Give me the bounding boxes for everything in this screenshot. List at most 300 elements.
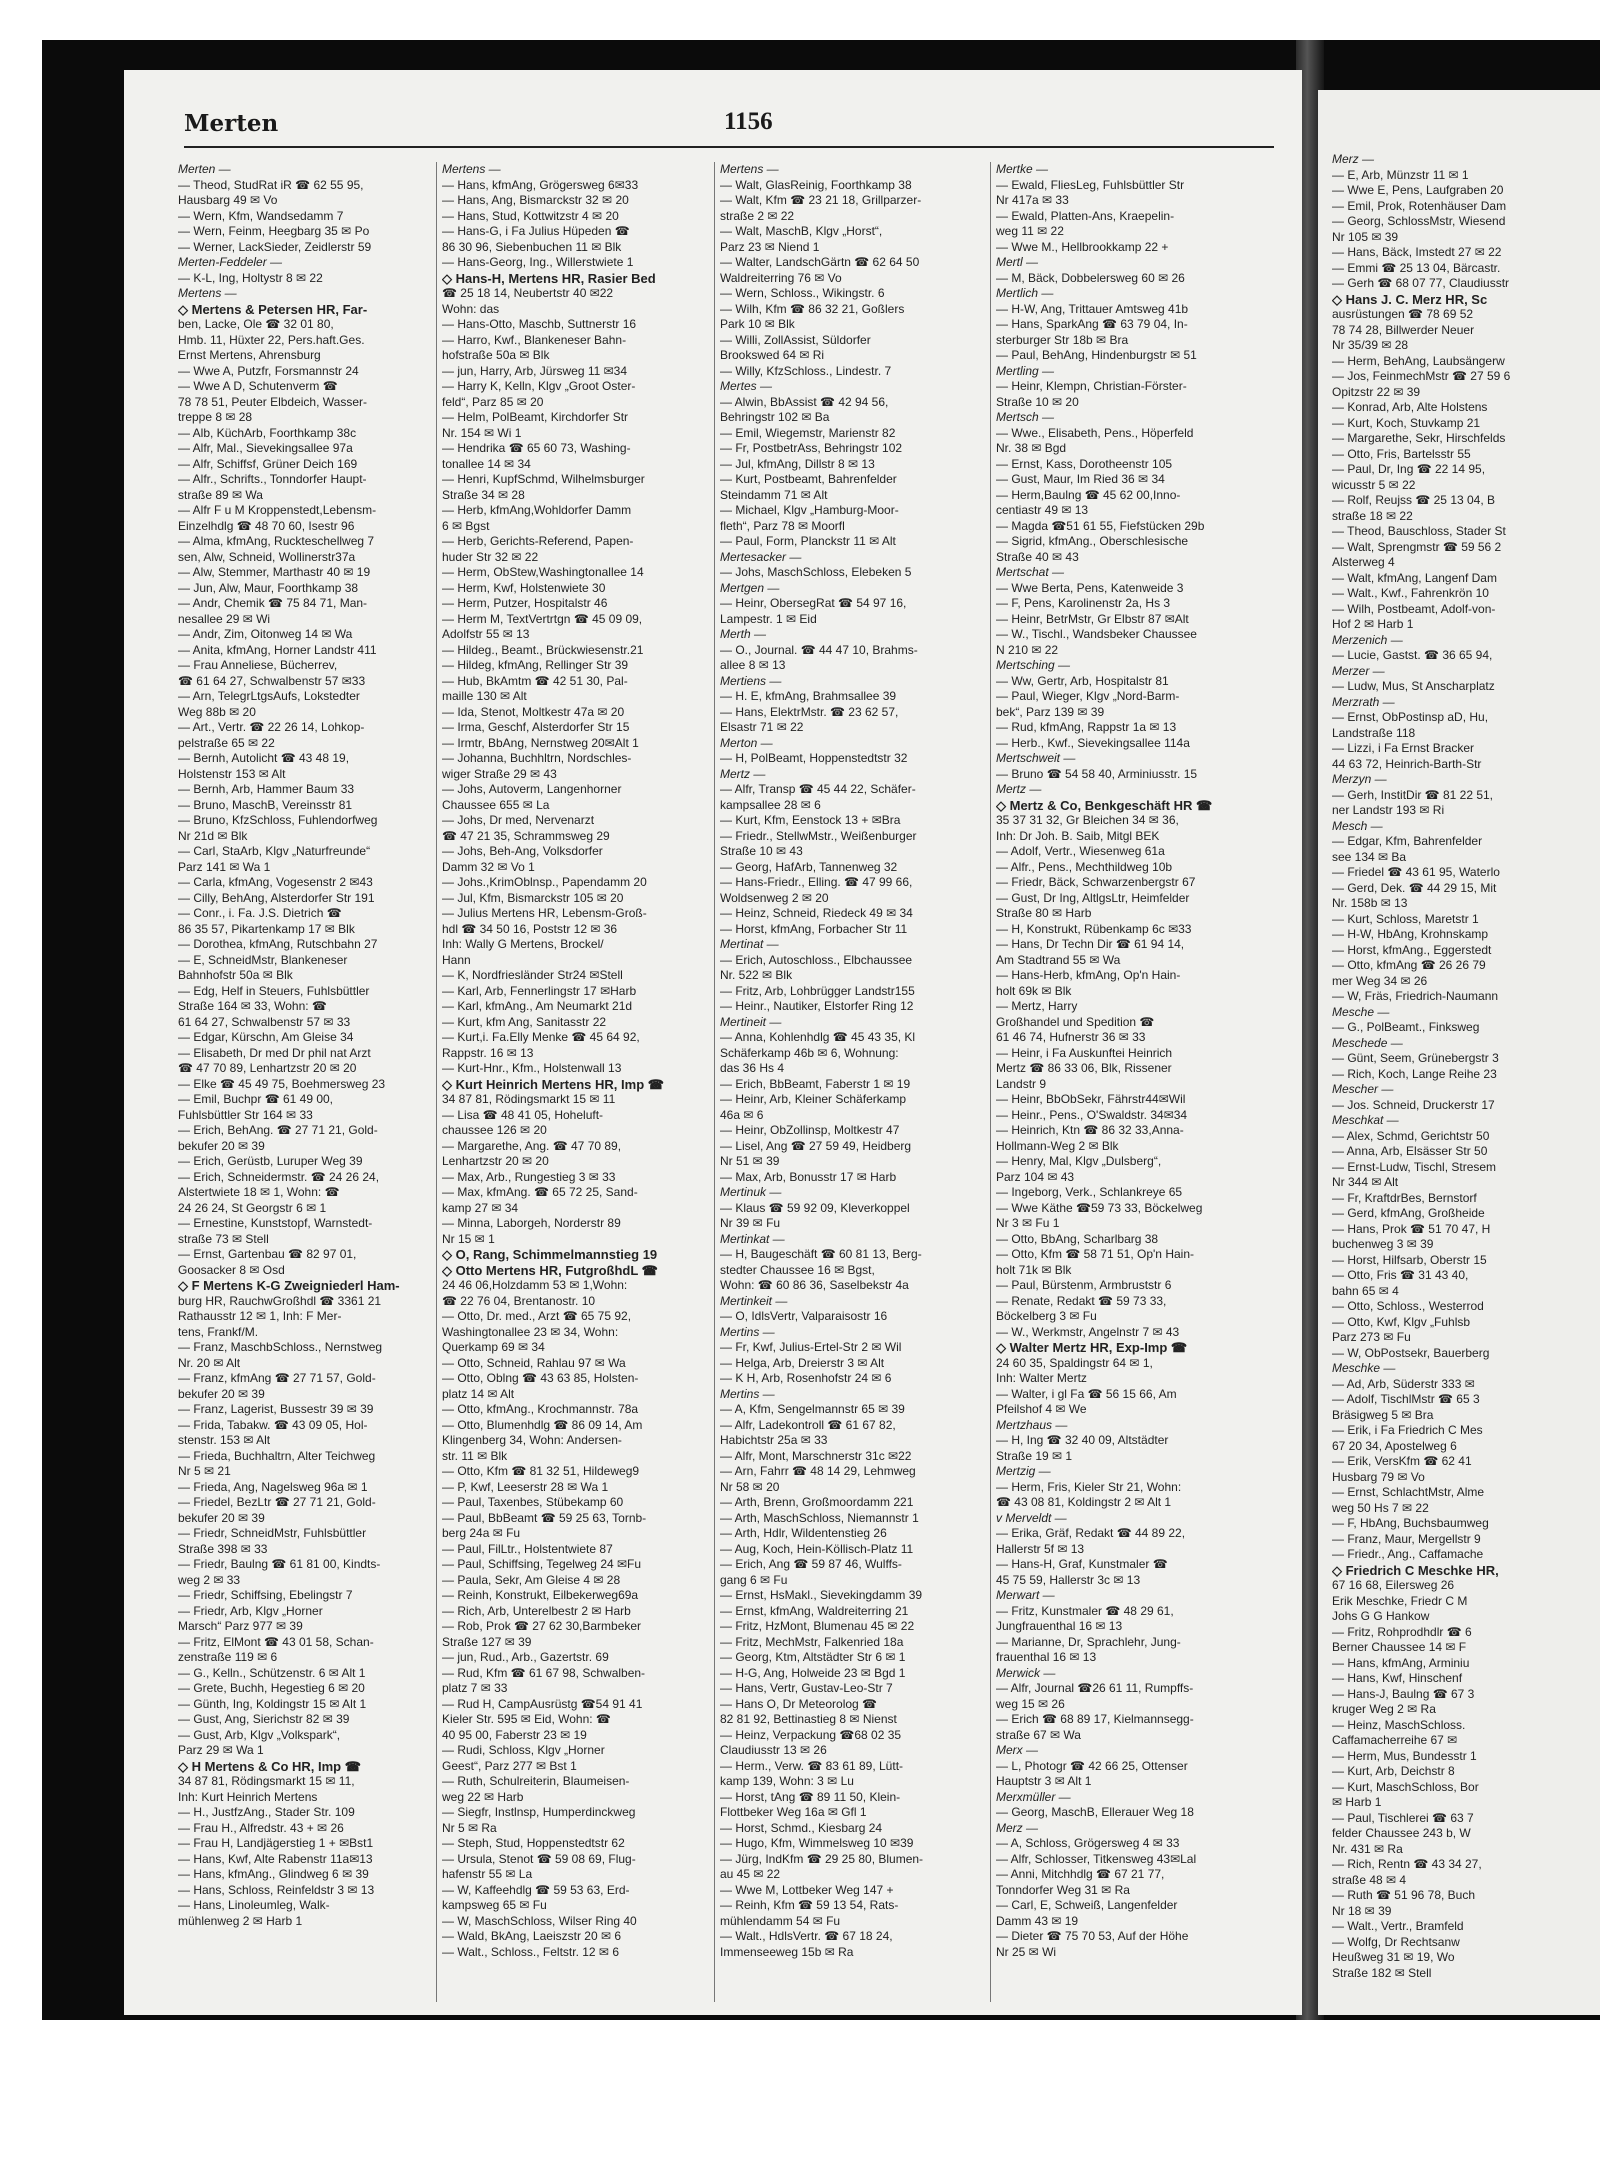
directory-entry: — Hans, Prok ☎ 51 70 47, H [1332,1221,1491,1236]
directory-entry: Damm 32 ✉ Vo 1 [442,859,535,874]
directory-entry: — Ernst, ObPostinsp aD, Hu, [1332,710,1489,724]
directory-entry: — Friedr, Arb, Klgv „Horner [178,1603,323,1618]
directory-entry: — E, SchneidMstr, Blankeneser [178,952,348,967]
directory-entry: — Frieda, Buchhaltrn, Alter Teichweg [178,1448,376,1463]
directory-entry: — Wwe Berta, Pens, Katenweide 3 [996,580,1184,595]
directory-entry: — Kurt, Schloss, Maretstr 1 [1332,911,1479,926]
directory-entry: see 134 ✉ Ba [1332,849,1407,864]
directory-entry: weg 2 ✉ 33 [178,1572,241,1587]
directory-entry: — Heinz, Verpackung ☎68 02 35 [720,1727,902,1742]
directory-entry: — Jul, Kfm, Bismarckstr 105 ✉ 20 [442,890,624,905]
directory-entry: — Franz, Lagerist, Bussestr 39 ✉ 39 [178,1402,374,1416]
directory-entry: — Ernst, Kass, Dorotheenstr 105 [996,456,1173,471]
directory-entry: 61 46 74, Hufnerstr 36 ✉ 33 [996,1030,1146,1044]
directory-entry: — Alfr, Mont, Marschnerstr 31c ✉22 [720,1448,912,1463]
directory-entry: — Friedr, SchneidMstr, Fuhlsbüttler [178,1526,367,1540]
directory-entry: Alstertwiete 18 ✉ 1, Wohn: ☎ [178,1185,340,1199]
directory-entry: 67 20 34, Apostelweg 6 [1332,1438,1457,1453]
directory-entry: Weg 88b ✉ 20 [178,704,256,719]
directory-entry: — Hans, Bäck, Imstedt 27 ✉ 22 [1332,245,1502,259]
directory-entry: 82 81 92, Bettinastieg 8 ✉ Nienst [720,1712,897,1726]
directory-entry: — K-L, Ing, Holtystr 8 ✉ 22 [178,270,323,285]
directory-entry: Bahnhofstr 50a ✉ Blk [178,968,293,982]
directory-entry: — Hans, Kwf, Alte Rabenstr 11a✉13 [178,1851,373,1866]
directory-entry: Straße 127 ✉ 39 [442,1634,532,1649]
directory-entry: Mertes — [720,379,773,393]
directory-entry: — Paul, Schiffsing, Tegelweg 24 ✉Fu [442,1557,642,1571]
directory-entry: ner Landstr 193 ✉ Ri [1332,803,1445,817]
directory-entry: Nr 18 ✉ 39 [1332,1903,1392,1918]
directory-entry: — Lisa ☎ 48 41 05, Hoheluft- [442,1107,604,1122]
directory-entry: — Otto, Schneid, Rahlau 97 ✉ Wa [442,1355,626,1370]
directory-entry: — Julius Mertens HR, Lebensm-Groß- [442,906,647,920]
directory-entry: das 36 Hs 4 [720,1061,785,1075]
directory-entry: — Ludw, Mus, St Anscharplatz [1332,679,1495,693]
directory-entry: — Siegfr, Instlnsp, Humperdinckweg [442,1805,636,1819]
directory-entry: Hollmann-Weg 2 ✉ Blk [996,1138,1119,1153]
directory-entry: ◇ Hans J. C. Merz HR, Sc [1332,291,1488,307]
directory-entry: 86 35 57, Pikartenkamp 17 ✉ Blk [178,921,355,936]
directory-entry: bekufer 20 ✉ 39 [178,1138,265,1153]
directory-entry: — Herb., Kwf., Sievekingsallee 114a [996,735,1190,750]
directory-entry: — Heinr, ObZollinsp, Moltkestr 47 [720,1123,900,1137]
directory-entry: — Otto, Blumenhdlg ☎ 86 09 14, Am [442,1417,643,1432]
directory-entry: kampsweg 65 ✉ Fu [442,1898,547,1912]
directory-entry: — O, IdlsVertr, Valparaisostr 16 [720,1309,888,1323]
directory-entry: Nr 58 ✉ 20 [720,1479,780,1494]
directory-entry: Landstraße 118 [1332,725,1416,740]
directory-entry: — Bruno, KfzSchloss, Fuhlendorfweg [178,813,378,827]
directory-entry: — Walt., Vertr., Bramfeld [1332,1919,1464,1933]
directory-entry: 45 75 59, Hallerstr 3c ✉ 13 [996,1572,1141,1587]
directory-entry: — Johs, Dr med, Nervenarzt [442,813,595,827]
directory-entry: Johs G G Hankow [1332,1609,1430,1623]
directory-entry: — Horst, kfmAng., Eggerstedt [1332,942,1492,957]
directory-entry: — Ernst-Ludw, Tischl, Stresem [1332,1159,1497,1174]
directory-entry: — Irma, Geschf, Alsterdorfer Str 15 [442,720,630,734]
directory-entry: — M, Bäck, Dobbelersweg 60 ✉ 26 [996,270,1185,285]
directory-entry: — Alfr, Journal ☎26 61 11, Rumpffs- [996,1681,1194,1695]
directory-entry: platz 14 ✉ Alt [442,1386,515,1401]
directory-entry: — Wwe A, Putzfr, Forsmannstr 24 [178,363,359,378]
directory-entry: — K, Nordfriesländer Str24 ✉Stell [442,968,623,982]
directory-entry: — Johanna, Buchhltrn, Nordschles- [442,751,632,765]
directory-entry: pelstraße 65 ✉ 22 [178,735,275,750]
directory-entry: 46a ✉ 6 [720,1107,764,1122]
directory-entry: Mertschweit — [996,751,1076,765]
directory-entry: — P, Kwf, Leeserstr 28 ✉ Wa 1 [442,1479,609,1494]
directory-entry: Elsastr 71 ✉ 22 [720,720,804,734]
directory-entry: — Alfr., Pens., Mechthildweg 10b [996,859,1173,874]
directory-entry: Wohn: ☎ 60 86 36, Saselbekstr 4a [720,1278,909,1292]
directory-entry: — Max, Arb, Bonusstr 17 ✉ Harb [720,1169,897,1184]
directory-entry: 6 ✉ Bgst [442,518,490,533]
directory-entry: Washingtonallee 23 ✉ 34, Wohn: [442,1324,619,1339]
directory-entry: Parz 104 ✉ 43 [996,1169,1075,1184]
left-page [124,70,1302,2015]
directory-entry: Nr 5 ✉ Ra [442,1820,497,1835]
directory-entry: 35 37 31 32, Gr Bleichen 34 ✉ 36, [996,813,1179,827]
directory-entry: — Henri, KupfSchmd, Wilhelmsburger [442,472,645,486]
directory-entry: ◇ Hans-H, Mertens HR, Rasier Bed [442,270,656,286]
directory-entry: Straße 10 ✉ 43 [720,844,803,858]
directory-entry: Fuhlsbüttler Str 164 ✉ 33 [178,1107,313,1122]
directory-entry: Marsch“ Parz 977 ✉ 39 [178,1619,303,1633]
directory-entry: burg HR, RauchwGroßhdl ☎ 3361 21 [178,1293,382,1308]
directory-entry: mühlendamm 54 ✉ Fu [720,1913,841,1928]
directory-entry: — Wilh, Postbeamt, Adolf-von- [1332,601,1496,616]
directory-entry: hafenstr 55 ✉ La [442,1867,533,1881]
directory-entry: — Carl, StaArb, Klgv „Naturfreunde“ [178,844,371,858]
directory-entry: — Emmi ☎ 25 13 04, Bärcastr. [1332,260,1501,275]
directory-entry: — Theod, StudRat iR ☎ 62 55 95, [178,177,364,192]
directory-entry: straße 48 ✉ 4 [1332,1872,1407,1887]
directory-entry: — Ewald, Platten-Ans, Kraepelin- [996,208,1175,223]
directory-entry: — Erich, Schneidermstr. ☎ 24 26 24, [178,1169,380,1184]
directory-entry: Alsterweg 4 [1332,555,1395,569]
directory-entry: — Bernh, Arb, Hammer Baum 33 [178,782,355,796]
directory-entry: Nr. 20 ✉ Alt [178,1355,241,1370]
directory-entry: — Reinh, Kfm ☎ 59 13 54, Rats- [720,1898,899,1912]
directory-entry: Ernst Mertens, Ahrensburg [178,348,321,362]
directory-entry: — Kurt, kfm Ang, Sanitasstr 22 [442,1014,607,1029]
directory-entry: Nr 417a ✉ 33 [996,193,1069,207]
directory-entry: Mesche — [1332,1004,1390,1019]
directory-entry: — Arn, TelegrLtgsAufs, Lokstedter [178,689,360,703]
directory-entry: — Adolf, TischlMstr ☎ 65 3 [1332,1392,1480,1406]
directory-entry: weg 22 ✉ Harb [442,1789,524,1804]
directory-entry: — Otto, kfmAng., Krochmannstr. 78a [442,1402,639,1416]
directory-entry: Mertinat — [720,937,779,951]
directory-entry: — Paul, Taxenbes, Stübekamp 60 [442,1495,624,1509]
directory-entry: Husbarg 79 ✉ Vo [1332,1469,1425,1484]
directory-entry: 34 87 81, Rödingsmarkt 15 ✉ 11, [178,1774,355,1788]
directory-column-3 [720,162,982,2002]
directory-entry: — Kurt, Arb, Deichstr 8 [1332,1764,1455,1778]
directory-entry: Mertsch — [996,410,1055,424]
directory-entry: Steindamm 71 ✉ Alt [720,487,828,502]
directory-entry: — Fritz, ElMont ☎ 43 01 58, Schan- [178,1634,374,1649]
directory-entry: — H-W, Ang, Trittauer Amtsweg 41b [996,301,1189,316]
directory-entry: Woldsenweg 2 ✉ 20 [720,890,829,905]
directory-entry: — Hans, Dr Techn Dir ☎ 61 94 14, [996,937,1185,951]
directory-entry: — Alma, kfmAng, Ruckteschellweg 7 [178,534,375,548]
directory-entry: ◇ O, Rang, Schimmelmannstieg 19 [442,1247,658,1262]
directory-entry: — Hans, Linoleumleg, Walk- [178,1898,330,1912]
directory-entry: — Frieda, Ang, Nagelsweg 96a ✉ 1 [178,1479,368,1494]
directory-entry: — Arth, Hdlr, Wildentenstieg 26 [720,1526,887,1540]
directory-entry: chaussee 126 ✉ 20 [442,1123,547,1137]
directory-entry: — Adolf, Vertr., Wiesenweg 61a [996,844,1165,858]
directory-entry: — Heinr, Arb, Kleiner Schäferkamp [720,1092,907,1106]
directory-entry: stenstr. 153 ✉ Alt [178,1433,271,1447]
directory-entry: — jun, Rud., Arb., Gazertstr. 69 [442,1650,609,1664]
directory-entry: Straße 80 ✉ Harb [996,906,1092,920]
directory-entry: — Horst, Schmd., Kiesbarg 24 [720,1820,883,1835]
directory-entry: Meschede — [1332,1035,1403,1050]
directory-entry: — Ad, Arb, Süderstr 333 ✉ [1332,1376,1475,1391]
directory-entry: — Hans-Friedr., Elling. ☎ 47 99 66, [720,875,913,889]
directory-entry: Mertins — [720,1386,775,1401]
directory-entry: Einzelhdlg ☎ 48 70 60, Isestr 96 [178,518,355,533]
directory-entry: — Edgar, Kfm, Bahrenfelder [1332,834,1483,848]
directory-entry: — Johs, MaschSchloss, Elebeken 5 [720,565,912,579]
directory-entry: — Max, kfmAng. ☎ 65 72 25, Sand- [442,1185,638,1199]
directory-entry: — Hans-Herb, kfmAng, Op'n Hain- [996,968,1181,982]
directory-entry: — Gust, Ang, Sierichstr 82 ✉ 39 [178,1712,350,1726]
directory-entry: — Horst, kfmAng, Forbacher Str 11 [720,921,908,936]
directory-entry: — Elke ☎ 45 49 75, Boehmersweg 23 [178,1076,386,1091]
directory-column-4 [996,162,1258,2002]
directory-entry: — Ingeborg, Verk., Schlankreye 65 [996,1185,1183,1199]
page-number: 1156 [724,108,773,135]
directory-entry: — Hans, SparkAng ☎ 63 79 04, In- [996,317,1188,331]
directory-entry: — Konrad, Arb, Alte Holstens [1332,400,1488,414]
directory-entry: — Paul, BbBeamt ☎ 59 25 63, Tornb- [442,1510,647,1525]
directory-entry: straße 89 ✉ Wa [178,487,263,502]
directory-entry: Caffamacherreihe 67 ✉ [1332,1733,1458,1747]
directory-entry: N 210 ✉ 22 [996,642,1059,657]
directory-entry: — Walt, GlasReinig, Foorthkamp 38 [720,177,912,192]
directory-entry: Brookswed 64 ✉ Ri [720,348,825,362]
directory-entry: — O., Journal. ☎ 44 47 10, Brahms- [720,642,918,657]
directory-entry: — A, Kfm, Sengelmannstr 65 ✉ 39 [720,1402,905,1416]
directory-entry: — Günth, Ing, Koldingstr 15 ✉ Alt 1 [178,1696,367,1711]
directory-entry: — Bruno, MaschB, Vereinsstr 81 [178,797,353,812]
directory-entry: Hallerstr 5f ✉ 13 [996,1541,1085,1556]
directory-entry: — Conr., i. Fa. J.S. Dietrich ☎ [178,906,342,920]
directory-entry: — Arth, MaschSchloss, Niemannstr 1 [720,1510,919,1525]
directory-entry: — Friedr., StellwMstr., Weißenburger [720,828,917,843]
directory-entry: Nr 51 ✉ 39 [720,1154,780,1168]
directory-entry: — Hugo, Kfm, Wimmelsweg 10 ✉39 [720,1836,914,1850]
directory-entry: — Erik, VersKfm ☎ 62 41 [1332,1454,1472,1468]
directory-entry: — Alwin, BbAssist ☎ 42 94 56, [720,394,889,409]
column-divider [990,162,991,2002]
directory-entry: — Harry K, Kelln, Klgv „Groot Oster- [442,379,636,393]
directory-entry: Parz 141 ✉ Wa 1 [178,859,271,874]
directory-entry: Bräsigweg 5 ✉ Bra [1332,1407,1434,1422]
directory-entry: — Otto, Schloss., Westerrod [1332,1299,1484,1313]
directory-entry: wicusstr 5 ✉ 22 [1332,477,1416,492]
directory-entry: — H, Baugeschäft ☎ 60 81 13, Berg- [720,1247,922,1261]
directory-entry: — Arn, Fahrr ☎ 48 14 29, Lehmweg [720,1464,916,1478]
directory-entry: — Alfr F u M Kroppenstedt,Lebensm- [178,503,377,517]
directory-entry: Waldreiterring 76 ✉ Vo [720,270,842,285]
directory-entry: — Alfr, Schiffsf, Grüner Deich 169 [178,456,358,471]
directory-entry: — Kurt, Kfm, Eenstock 13 + ✉Bra [720,813,901,827]
directory-entry: — Jos, FeinmechMstr ☎ 27 59 6 [1332,369,1511,383]
directory-entry: Nr 3 ✉ Fu 1 [996,1216,1060,1230]
directory-entry: str. 11 ✉ Blk [442,1448,508,1463]
directory-entry: — Emil, Wiegemstr, Marienstr 82 [720,425,896,440]
directory-entry: — Kurt, Koch, Stuvkamp 21 [1332,415,1481,430]
directory-entry: — H., JustfzAng., Stader Str. 109 [178,1805,355,1819]
directory-entry: — Hans-Otto, Maschb, Suttnerstr 16 [442,317,637,331]
directory-entry: — Horst, Hilfsarb, Oberstr 15 [1332,1252,1487,1267]
directory-entry: — Ernestine, Kunststopf, Warnstedt- [178,1216,373,1230]
directory-entry: Goosacker 8 ✉ Osd [178,1262,285,1277]
directory-entry: — Jürg, IndKfm ☎ 29 25 80, Blumen- [720,1851,924,1866]
directory-entry: — Lizzi, i Fa Ernst Bracker [1332,741,1475,755]
directory-entry: Merz — [1332,152,1374,166]
directory-entry: Klingenberg 34, Wohn: Andersen- [442,1433,622,1447]
directory-entry: — W, Fräs, Friedrich-Naumann [1332,989,1499,1003]
directory-entry: Nr 35/39 ✉ 28 [1332,338,1409,352]
directory-entry: — H, Konstrukt, Rübenkamp 6c ✉33 [996,921,1192,936]
directory-entry: weg 11 ✉ 22 [996,224,1064,238]
directory-entry: 24 26 24, St Georgstr 6 ✉ 1 [178,1200,327,1215]
directory-entry: ✉ Harb 1 [1332,1795,1382,1809]
directory-entry: — Gust, Arb, Klgv „Volkspark“, [178,1727,341,1742]
directory-entry: — Magda ☎51 61 55, Fiefstücken 29b [996,518,1205,533]
directory-entry: Mertke — [996,162,1049,176]
directory-entry: — Otto, Oblng ☎ 43 63 85, Holsten- [442,1371,639,1385]
directory-entry: — Georg, Ktm, Altstädter Str 6 ✉ 1 [720,1650,906,1664]
directory-entry: 78 78 51, Peuter Elbdeich, Wasser- [178,394,367,409]
directory-entry: — Erika, Gräf, Redakt ☎ 44 89 22, [996,1526,1186,1540]
directory-entry: — Erich, Gerüstb, Luruper Weg 39 [178,1154,363,1168]
directory-entry: Nr. 154 ✉ Wi 1 [442,425,522,440]
directory-entry: 40 95 00, Faberstr 23 ✉ 19 [442,1727,587,1742]
directory-entry: — E, Arb, Münzstr 11 ✉ 1 [1332,167,1469,182]
directory-entry: — Alfr, Ladekontroll ☎ 61 67 82, [720,1417,896,1432]
directory-entry: — Hans, Stud, Kottwitzstr 4 ✉ 20 [442,208,619,223]
directory-entry: — Friedel ☎ 43 61 95, Waterlo [1332,865,1500,879]
directory-entry: — Mertz, Harry [996,999,1078,1013]
directory-entry: — Rolf, Reujss ☎ 25 13 04, B [1332,493,1496,507]
directory-entry: — Bernh, Autolicht ☎ 43 48 19, [178,751,350,765]
directory-entry: — Paul, FilLtr., Holstentwiete 87 [442,1541,613,1556]
directory-entry: Mertins — [720,1324,775,1339]
directory-entry: — Anita, kfmAng, Horner Landstr 411 [178,642,377,657]
directory-entry: — Bruno ☎ 54 58 40, Arminiusstr. 15 [996,766,1198,781]
directory-entry: — Marianne, Dr, Sprachlehr, Jung- [996,1634,1181,1649]
directory-entry: — Gerd, kfmAng, Großheide [1332,1206,1485,1220]
directory-entry: — Aug, Koch, Hein-Köllisch-Platz 11 [720,1541,914,1556]
directory-entry: Rappstr. 16 ✉ 13 [442,1045,534,1060]
directory-entry: — Walt., Kwf., Fahrenkrön 10 [1332,586,1489,600]
directory-entry: — Otto, Fris, Bartelsstr 55 [1332,446,1471,461]
directory-entry: — Walter, i gl Fa ☎ 56 15 66, Am [996,1386,1177,1401]
directory-entry: Mertz ☎ 86 33 06, Blk, Rissener [996,1061,1172,1075]
directory-entry: Mescher — [1332,1082,1394,1096]
directory-entry: — Wilh, Kfm ☎ 86 32 21, Goßlers [720,301,905,316]
directory-entry: — Walt., HdlsVertr. ☎ 67 18 24, [720,1929,893,1943]
directory-entry: — Ernst, Gartenbau ☎ 82 97 01, [178,1247,357,1261]
directory-entry: 24 46 06,Holzdamm 53 ✉ 1,Wohn: [442,1278,628,1292]
directory-entry: — Johs, Autoverm, Langenhorner [442,782,622,796]
directory-entry: — Karl, kfmAng., Am Neumarkt 21d [442,999,633,1013]
directory-entry: Chaussee 655 ✉ La [442,797,550,812]
directory-entry: — Hans, kfmAng, Arminiu [1332,1655,1470,1670]
directory-entry: — Erik, i Fa Friedrich C Mes [1332,1423,1483,1437]
directory-entry: — Hans, Vertr, Gustav-Leo-Str 7 [720,1681,893,1695]
directory-entry: ☎ 47 21 35, Schrammsweg 29 [442,828,610,843]
directory-entry: — Hans, Schloss, Reinfeldstr 3 ✉ 13 [178,1882,375,1897]
directory-entry: Merwick — [996,1665,1056,1680]
directory-entry: — Edgar, Kürschn, Am Gleise 34 [178,1030,354,1044]
directory-entry: Wohn: das [442,301,500,316]
directory-entry: Merton — [720,735,773,750]
column-divider [714,162,715,2002]
directory-entry: kampsallee 28 ✉ 6 [720,797,821,812]
directory-entry: — Georg, HafArb, Tannenweg 32 [720,859,898,874]
directory-entry: — Alw, Stemmer, Marthastr 40 ✉ 19 [178,565,371,579]
directory-entry: — Ursula, Stenot ☎ 59 08 69, Flug- [442,1851,636,1866]
directory-entry: — Paul, BehAng, Hindenburgstr ✉ 51 [996,348,1197,362]
directory-entry: 78 74 28, Billwerder Neuer [1332,322,1475,337]
directory-entry: — Emil, Buchpr ☎ 61 49 00, [178,1092,334,1106]
directory-entry: — Hans, Ang, Bismarckstr 32 ✉ 20 [442,193,629,207]
directory-entry: tonallee 14 ✉ 34 [442,456,531,471]
directory-entry: treppe 8 ✉ 28 [178,410,253,424]
directory-entry: — Herm,Baulng ☎ 45 62 00,Inno- [996,487,1181,502]
directory-entry: Inh: Wally G Mertens, Brockel/ [442,937,604,951]
directory-column-2 [442,162,704,2002]
directory-entry: — Edg, Helf in Steuers, Fuhlsbüttler [178,983,370,998]
directory-entry: — Frau H., Alfredstr. 43 + ✉ 26 [178,1820,344,1835]
directory-entry: Jungfrauenthal 16 ✉ 13 [996,1619,1123,1633]
directory-entry: — Franz, kfmAng ☎ 27 71 57, Gold- [178,1371,376,1385]
directory-entry: — Sigrid, kfmAng., Oberschlesische [996,534,1189,548]
directory-entry: Querkamp 69 ✉ 34 [442,1340,545,1354]
directory-entry: Parz 23 ✉ Niend 1 [720,239,820,254]
directory-entry: — Rob, Prok ☎ 27 62 30,Barmbeker [442,1619,642,1633]
directory-entry: — Frau Anneliese, Bücherrev, [178,658,338,672]
directory-entry: mer Weg 34 ✉ 26 [1332,973,1428,988]
directory-entry: — Gust, Maur, Im Ried 36 ✉ 34 [996,472,1165,486]
directory-entry: — Hildeg, kfmAng, Rellinger Str 39 [442,658,629,672]
directory-entry: — Ww, Gertr, Arb, Hospitalstr 81 [996,673,1169,688]
directory-entry: Am Stadtrand 55 ✉ Wa [996,952,1121,967]
directory-entry: — Ewald, FliesLeg, Fuhlsbüttler Str [996,177,1185,192]
directory-entry: — Alfr, Mal., Sievekingsallee 97a [178,441,353,455]
directory-entry: ☎ 61 64 27, Schwalbenstr 57 ✉33 [178,673,366,688]
directory-entry: — Franz, Maur, Mergellstr 9 [1332,1531,1481,1546]
directory-entry: — H, Ing ☎ 32 40 09, Altstädter [996,1433,1169,1447]
directory-entry: — Herm, Kwf, Holstenwiete 30 [442,580,606,595]
directory-entry: — Art., Vertr. ☎ 22 26 14, Lohkop- [178,720,365,734]
directory-entry: — Kurt, Postbeamt, Bahrenfelder [720,472,897,486]
directory-entry: Straße 398 ✉ 33 [178,1541,268,1556]
directory-entry: — Arth, Brenn, Großmoordamm 221 [720,1495,914,1509]
directory-entry: Merth — [720,627,767,641]
directory-entry: — Margarethe, Sekr, Hirschfelds [1332,431,1506,445]
directory-entry: — Friedr, Schiffsing, Ebelingstr 7 [178,1588,353,1602]
directory-entry: — Dieter ☎ 75 70 53, Auf der Höhe [996,1929,1189,1943]
directory-entry: — Otto, BbAng, Scharlbarg 38 [996,1231,1159,1246]
directory-entry: — Wern, Kfm, Wandsedamm 7 [178,208,344,223]
directory-entry: — Rich, Arb, Unterelbestr 2 ✉ Harb [442,1603,631,1618]
directory-entry: — Friedr, Baulng ☎ 61 81 00, Kindts- [178,1557,381,1571]
directory-entry: — Heinz, Schneid, Riedeck 49 ✉ 34 [720,906,913,920]
directory-entry: — W, Kaffeehdlg ☎ 59 53 63, Erd- [442,1882,630,1897]
directory-entry: — Walt, Sprengmstr ☎ 59 56 2 [1332,539,1502,554]
directory-entry: Mertlich — [996,286,1054,300]
directory-entry: ausrüstungen ☎ 78 69 52 [1332,307,1474,321]
directory-entry: Nr 344 ✉ Alt [1332,1175,1399,1189]
directory-entry: kruger Weg 2 ✉ Ra [1332,1702,1436,1716]
directory-entry: Mertinkeit — [720,1293,788,1308]
directory-entry: Adolfstr 55 ✉ 13 [442,627,530,641]
directory-entry: Hausbarg 49 ✉ Vo [178,193,278,207]
directory-entry: Mertineit — [720,1014,782,1029]
directory-entry: Parz 273 ✉ Fu [1332,1330,1411,1344]
directory-entry: — Fritz, Kunstmaler ☎ 48 29 61, [996,1603,1174,1618]
directory-entry: — Kurt, MaschSchloss, Bor [1332,1779,1479,1794]
directory-entry: ben, Lacke, Ole ☎ 32 01 80, [178,317,334,331]
